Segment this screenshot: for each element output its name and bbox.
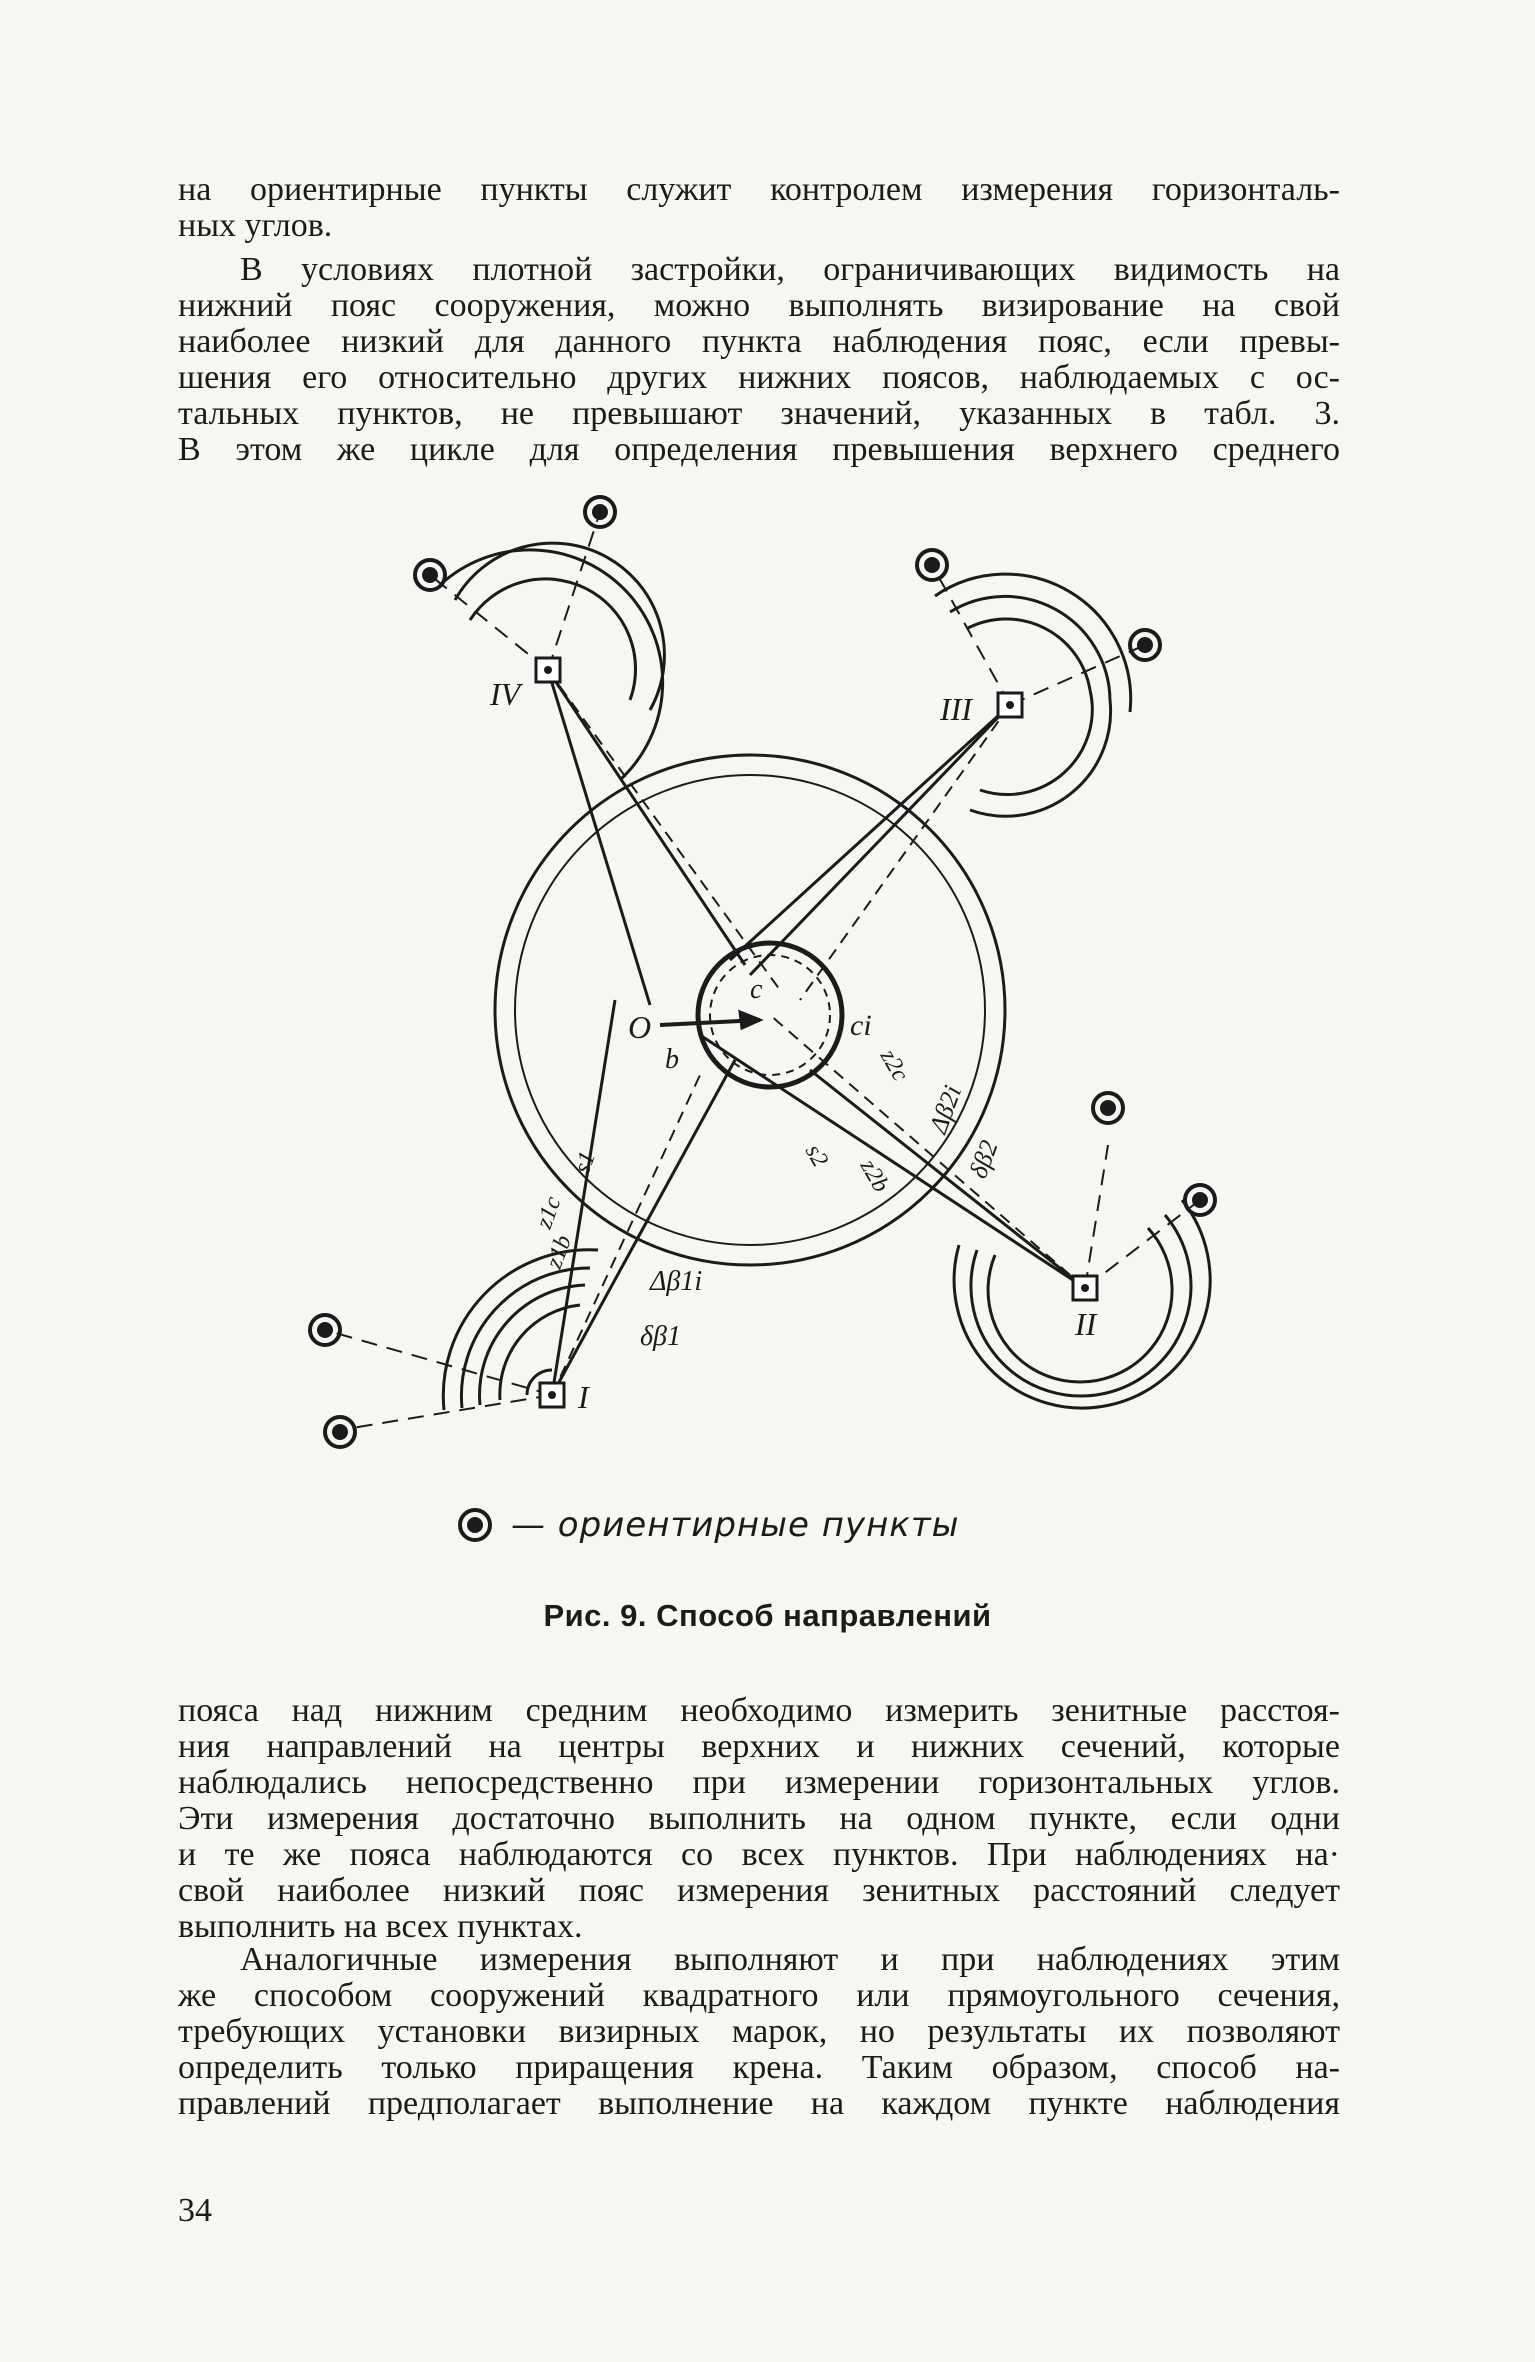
text-line: выполнить на всех пунктах.: [178, 1908, 583, 1945]
text-line: ных углов.: [178, 207, 333, 244]
label-O: O: [628, 1009, 652, 1045]
figure-legend: [455, 1505, 960, 1545]
orientation-point-icon: [585, 497, 615, 527]
direction-method-diagram: [280, 480, 1280, 1490]
orientation-line: [932, 565, 1010, 705]
orientation-points: [310, 497, 1215, 1447]
text-line: и те же пояса наблюдаются со всех пунктов. При наблюдениях на·: [178, 1836, 1340, 1873]
text-line: нижний пояс сооружения, можно выполнять визирование на свой: [178, 287, 1340, 324]
orientation-point-icon: [325, 1417, 355, 1447]
label-delta-small-beta-1: δβ1: [640, 1321, 681, 1352]
text-line: наблюдались непосредственно при измерении горизонтальных углов.: [178, 1764, 1340, 1801]
structure-upper-section: [698, 943, 842, 1087]
label-c: c: [750, 974, 763, 1005]
orientation-line: [340, 1395, 552, 1430]
label-delta-beta-2: Δβ2i: [923, 1081, 968, 1138]
orientation-point-icon: [310, 1315, 340, 1345]
text-line: определить только приращения крена. Таким образом, способ на-: [178, 2049, 1340, 2086]
text-line: Эти измерения достаточно выполнить на одном пункте, если одни: [178, 1800, 1340, 1837]
orientation-point-icon: [1130, 630, 1160, 660]
arcs-station-II: [954, 1200, 1210, 1408]
label-z1c: z1c: [531, 1193, 567, 1233]
structure-outer-circle: [495, 755, 1005, 1265]
station-label-II: II: [1075, 1306, 1097, 1342]
label-ci: ci: [850, 1009, 872, 1042]
orientation-point-icon: [455, 1505, 495, 1545]
label-b: b: [665, 1044, 679, 1075]
paragraph-3: [178, 1693, 1340, 1945]
text-line: свой наиболее низкий пояс измерения зенитных расстояний следует: [178, 1872, 1340, 1909]
paragraph-1: [178, 172, 1340, 244]
orientation-point-icon: [917, 550, 947, 580]
orientation-point-icon: [1093, 1093, 1123, 1123]
station-label-I: I: [578, 1379, 589, 1415]
text-line: Аналогичные измерения выполняют и при наблюдениях этим: [240, 1941, 1340, 1978]
text-line: тальных пунктов, не превышают значений, указанных в табл. 3.: [178, 395, 1340, 432]
legend-text: — ориентирные пункты: [511, 1505, 960, 1545]
text-line: шения его относительно других нижних поясов, наблюдаемых с ос-: [178, 359, 1340, 396]
text-line: же способом сооружений квадратного или прямоугольного сечения,: [178, 1977, 1340, 2014]
sight-lines-station-IV: [548, 670, 780, 1005]
figure-caption: Рис. 9. Способ направлений: [543, 1598, 992, 1633]
paragraph-2: [178, 252, 1340, 468]
text-line: правлений предполагает выполнение на каждом пункте наблюдения: [178, 2085, 1340, 2122]
arrowhead: [740, 1012, 760, 1028]
label-delta-beta-1: Δβ1i: [650, 1266, 703, 1297]
text-line: на ориентирные пункты служит контролем измерения горизонталь-: [178, 171, 1340, 208]
paragraph-4: [178, 1942, 1340, 2122]
text-line: В условиях плотной застройки, ограничивающих видимость на: [240, 251, 1340, 288]
station-marker-icon: [536, 658, 560, 682]
orientation-line: [1085, 1145, 1108, 1288]
label-z2c: z2c: [874, 1045, 914, 1086]
label-s2: s2: [799, 1140, 833, 1172]
structure-inner-circle: [710, 955, 830, 1075]
text-line: В этом же цикле для определения превышения верхнего среднего: [178, 431, 1340, 468]
text-line: пояса над нижним средним необходимо измерить зенитные расстоя-: [178, 1692, 1340, 1729]
text-line: ния направлений на центры верхних и нижних сечений, которые: [178, 1728, 1340, 1765]
page-number: 34: [178, 2192, 212, 2229]
station-marker-icon: [1073, 1276, 1097, 1300]
station-marker-icon: [998, 693, 1022, 717]
label-s1: s1: [569, 1148, 601, 1178]
label-z2b: z2b: [854, 1155, 894, 1197]
orientation-line: [430, 575, 548, 670]
text-line: требующих установки визирных марок, но результаты их позволяют: [178, 2013, 1340, 2050]
label-z1b: z1b: [541, 1231, 578, 1273]
orientation-line: [1010, 645, 1145, 705]
station-label-III: III: [940, 691, 972, 727]
station-label-IV: IV: [490, 676, 521, 712]
orientation-point-icon: [1185, 1185, 1215, 1215]
orientation-point-icon: [415, 560, 445, 590]
station-marker-icon: [540, 1383, 564, 1407]
text-line: наиболее низкий для данного пункта наблюдения пояс, если превы-: [178, 323, 1340, 360]
label-delta-small-beta-2: δβ2: [963, 1136, 1004, 1183]
